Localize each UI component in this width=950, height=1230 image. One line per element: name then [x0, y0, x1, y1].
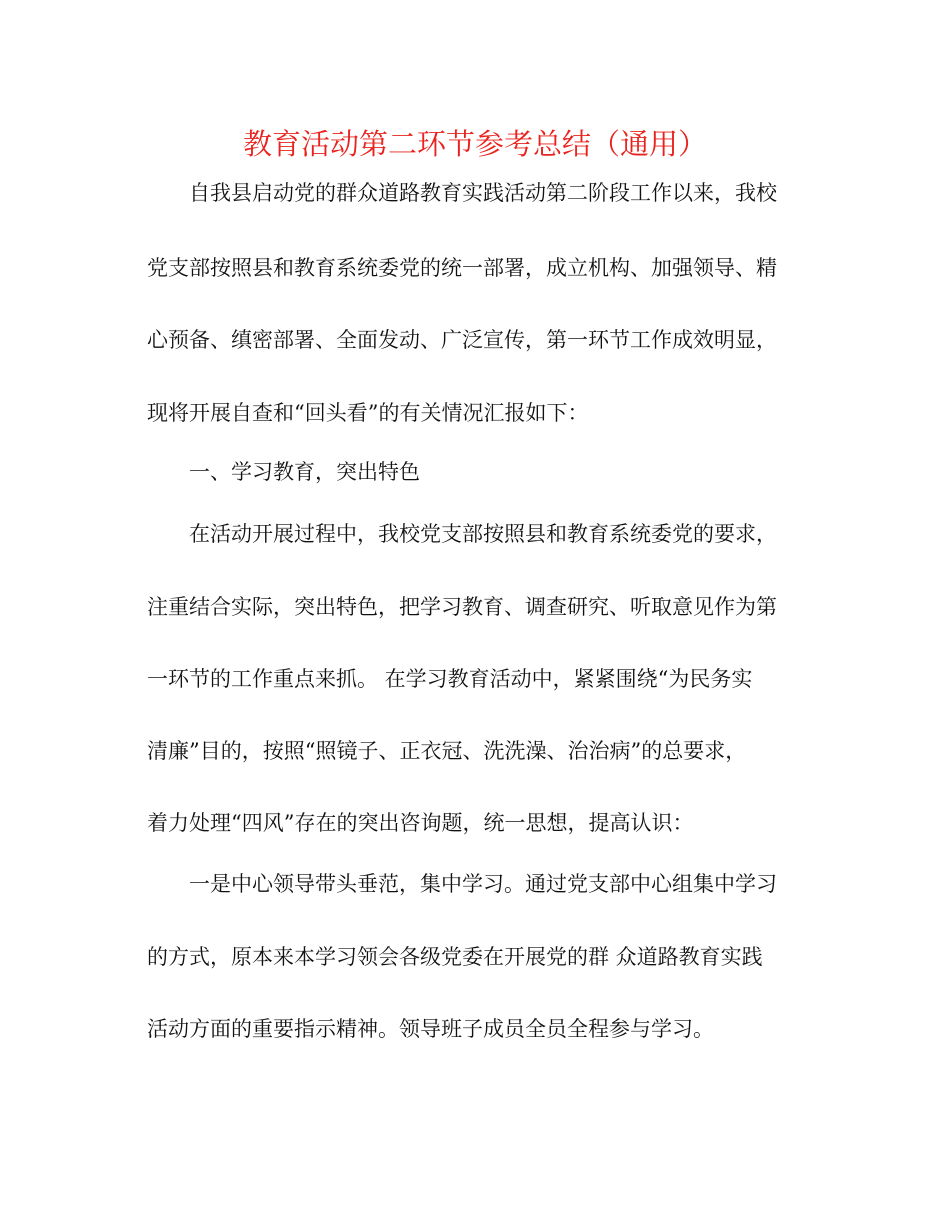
paragraph-line: 的方式，原本来本学习领会各级党委在开展党的群 众道路教育实践: [147, 945, 763, 969]
paragraph-line: 在活动开展过程中，我校党支部按照县和教育系统委党的要求，: [189, 522, 777, 546]
paragraph-line: 注重结合实际，突出特色，把学习教育、调查研究、听取意见作为第: [147, 595, 777, 619]
paragraph-line: 着力处理“四风”存在的突出咨询题，统一思想，提高认识：: [147, 811, 694, 835]
paragraph-line: 一环节的工作重点来抓。 在学习教育活动中，紧紧围绕“为民务实: [147, 667, 753, 691]
document-title: 教育活动第二环节参考总结（通用）: [242, 127, 707, 161]
paragraph-line: 心预备、缜密部署、全面发动、广泛宣传，第一环节工作成效明显，: [147, 328, 777, 352]
paragraph-line: 自我县启动党的群众道路教育实践活动第二阶段工作以来，我校: [189, 181, 777, 205]
paragraph-line: 党支部按照县和教育系统委党的统一部署，成立机构、加强领导、精: [147, 256, 777, 280]
paragraph-line: 现将开展自查和“回头看”的有关情况汇报如下：: [147, 401, 589, 425]
paragraph-line: 清廉”目的，按照“照镜子、正衣冠、洗洗澡、治治病”的总要求，: [147, 739, 747, 763]
section-heading: 一、学习教育，突出特色: [189, 460, 420, 484]
paragraph-line: 活动方面的重要指示精神。领导班子成员全员全程参与学习。: [147, 1017, 714, 1041]
paragraph-line: 一是中心领导带头垂范，集中学习。通过党支部中心组集中学习: [189, 872, 777, 896]
